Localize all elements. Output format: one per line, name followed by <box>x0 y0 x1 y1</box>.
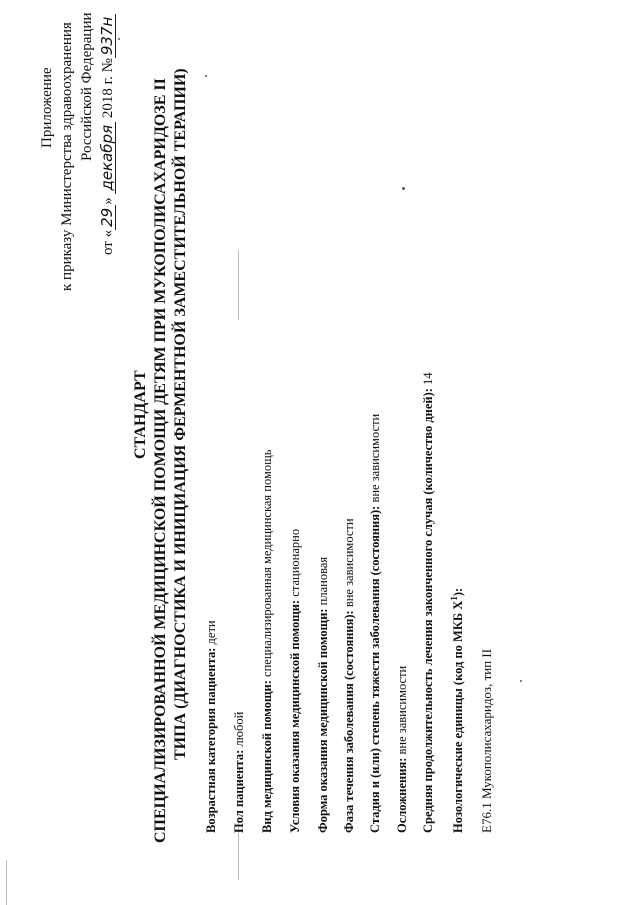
field-disease-stage <box>369 414 382 833</box>
field-care-conditions <box>289 529 302 833</box>
field-label: Пол пациента: <box>232 749 246 833</box>
field-complications <box>396 666 409 833</box>
nosology-label-end: ): <box>451 587 466 597</box>
field-label: Средняя продолжительность лечения законченного случая (количество дней): <box>421 388 435 833</box>
appendix-line-3: Российской Федерации <box>79 12 95 161</box>
field-label: Форма оказания медицинской помощи: <box>316 608 330 833</box>
appendix-line-2: к приказу Министерства здравоохранения <box>59 22 75 291</box>
appendix-date-line <box>100 14 116 255</box>
field-label: Стадия и (или) степень тяжести заболевания (состояния): <box>368 505 382 833</box>
standard-title-line-1: СПЕЦИАЛИЗИРОВАННОЙ МЕДИЦИНСКОЙ ПОМОЩИ ДЕТЯМ ПРИ МУКОПОЛИСАХАРИДОЗЕ II <box>152 78 169 843</box>
date-day: 29 <box>100 205 116 230</box>
date-month: декабря <box>100 122 116 194</box>
field-value: вне зависимости <box>368 413 382 506</box>
date-mid: » <box>100 197 116 205</box>
field-value: специализированная медицинская помощь <box>260 449 274 681</box>
footnote-marker: 1 <box>449 596 459 601</box>
field-disease-phase <box>343 518 356 833</box>
nosology-item: E76.1 Мукополисахаридоз, тип II <box>479 648 494 833</box>
field-label: Вид медицинской помощи: <box>260 680 274 833</box>
field-age-category <box>205 620 218 833</box>
field-value: дети <box>204 620 218 648</box>
standard-heading: СТАНДАРТ <box>132 370 149 459</box>
standard-title-line-2: ТИПА (ДИАГНОСТИКА И ИНИЦИАЦИЯ ФЕРМЕНТНОЙ ЗАМЕСТИТЕЛЬНОЙ ТЕРАПИИ) <box>172 68 189 760</box>
field-value: вне зависимости <box>395 665 409 758</box>
nosology-label: Нозологические единицы (код по МКБ X <box>451 600 466 833</box>
nosology-heading <box>450 588 465 833</box>
field-label: Условия оказания медицинской помощи: <box>288 599 302 833</box>
appendix-line-1: Приложение <box>39 67 55 148</box>
date-prefix: от « <box>100 229 116 255</box>
date-year: 2018 г. № <box>100 58 116 119</box>
field-patient-sex <box>233 712 246 833</box>
field-label: Фаза течения заболевания (состояния): <box>342 610 356 833</box>
field-label: Осложнения: <box>395 757 409 833</box>
field-care-type <box>261 450 274 833</box>
order-number: 937н <box>100 14 116 58</box>
field-treatment-duration <box>422 372 435 833</box>
field-label: Возрастная категория пациента: <box>204 647 218 833</box>
field-value: любой <box>232 711 246 750</box>
field-value: стационарно <box>288 528 302 600</box>
field-care-form <box>317 557 330 833</box>
field-value: 14 <box>421 372 435 389</box>
field-value: вне зависимости <box>342 518 356 611</box>
field-value: плановая <box>316 556 330 609</box>
